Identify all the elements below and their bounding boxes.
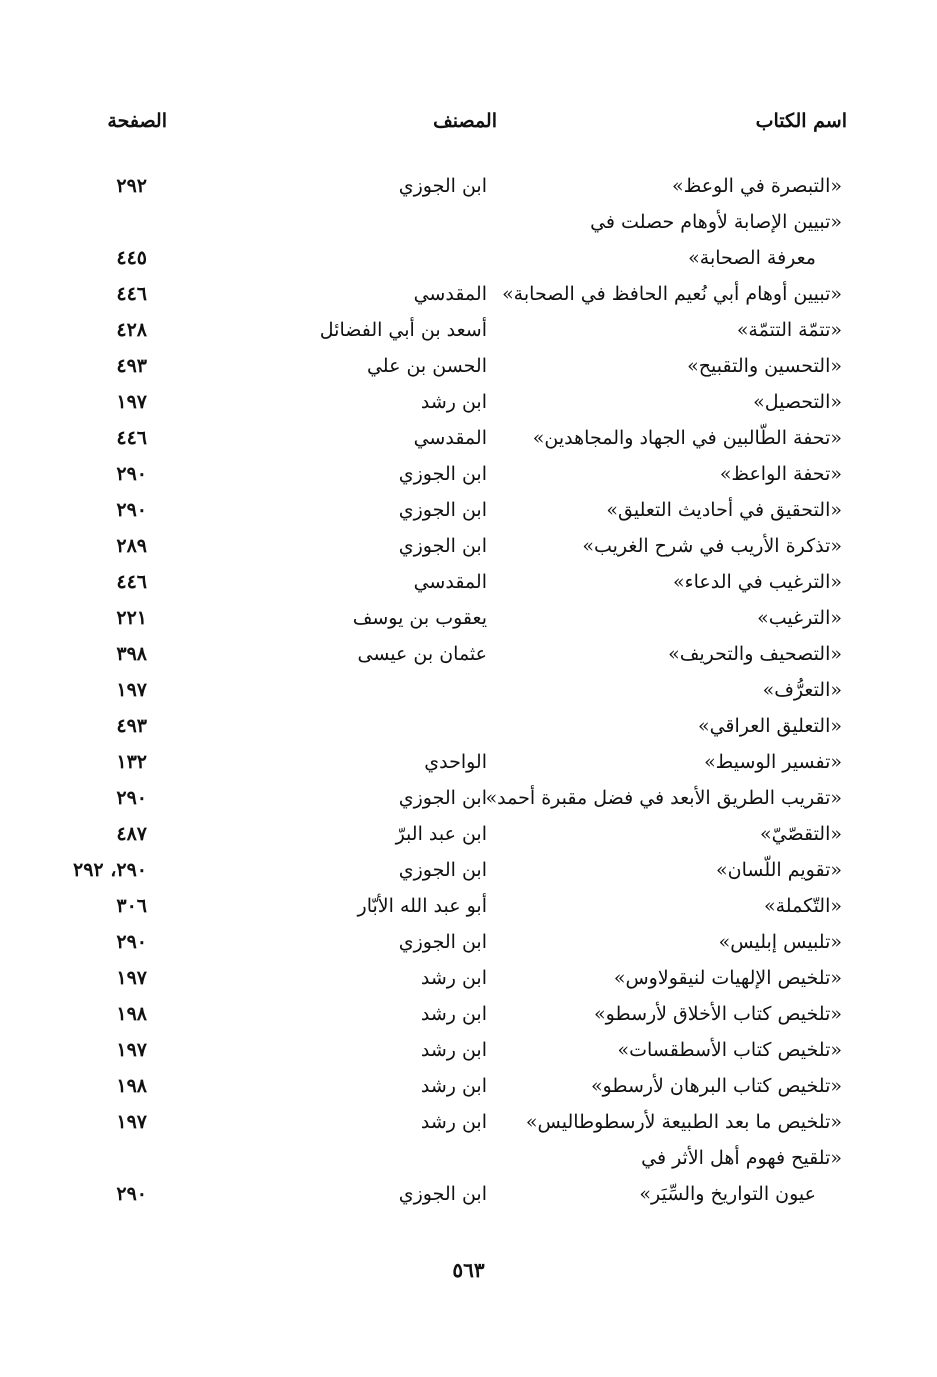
- table-row: [0, 204, 937, 276]
- table-row: [0, 420, 937, 456]
- book-title-line: «التّكملة»: [763, 895, 842, 917]
- table-row: [0, 456, 937, 492]
- page-reference: ١٩٨: [116, 1003, 147, 1025]
- book-title-line: «تلخيص كتاب البرهان لأرسطو»: [590, 1075, 842, 1097]
- book-title-line: «الترغيب»: [757, 607, 842, 629]
- book-title: [594, 996, 842, 1032]
- author-name: ابن الجوزي: [398, 175, 487, 197]
- page-reference: ٢٢١: [116, 607, 147, 629]
- book-title: [668, 636, 842, 672]
- book-title-line: «تلبيس إبليس»: [718, 931, 842, 953]
- book-title: [719, 924, 842, 960]
- author-name: المقدسي: [413, 571, 487, 593]
- table-row: [0, 924, 937, 960]
- book-title-line: «التصحيف والتحريف»: [668, 643, 842, 665]
- table-row: [0, 960, 937, 996]
- book-title: [526, 1104, 842, 1140]
- author-name: ابن الجوزي: [398, 535, 487, 557]
- page-reference: ١٩٨: [116, 1075, 147, 1097]
- table-row: [0, 888, 937, 924]
- book-title-line: «التحسين والتقبيح»: [687, 355, 842, 377]
- page-reference: ٤٢٨: [116, 319, 147, 341]
- page-reference: ٢٩٠، ٢٩٢: [73, 859, 147, 881]
- book-title-line: «تلخيص كتاب الأخلاق لأرسطو»: [594, 1003, 842, 1025]
- table-row: [0, 672, 937, 708]
- book-title: [763, 672, 842, 708]
- book-title: [533, 420, 842, 456]
- book-title: [698, 708, 842, 744]
- page-reference: ٤٤٦: [116, 571, 147, 593]
- author-name: الواحدي: [424, 751, 487, 773]
- book-title: [582, 528, 842, 564]
- table-row: [0, 1140, 937, 1212]
- book-title-continuation: معرفة الصحابة»: [688, 247, 816, 269]
- table-row: [0, 528, 937, 564]
- book-title: [614, 960, 842, 996]
- table-header: [0, 110, 937, 146]
- table-row: [0, 564, 937, 600]
- book-title-line: «تقويم اللّسان»: [716, 859, 842, 881]
- table-row: [0, 1104, 937, 1140]
- page-reference: ٤٤٦: [116, 427, 147, 449]
- book-title-line: «تلخيص ما بعد الطبيعة لأرسطوطاليس»: [525, 1111, 842, 1133]
- author-name: ابن عبد البرّ: [395, 823, 487, 845]
- page-reference: ١٩٧: [116, 679, 147, 701]
- table-row: [0, 384, 937, 420]
- table-row: [0, 348, 937, 384]
- book-title: [764, 888, 842, 924]
- book-title-line: «تلخيص الإلهيات لنيقولاوس»: [613, 967, 842, 989]
- book-title-line: «تلخيص كتاب الأسطقسات»: [617, 1039, 842, 1061]
- book-title-line: «التحقيق في أحاديث التعليق»: [606, 499, 842, 521]
- header-book-title: اسم الكتاب: [755, 110, 847, 132]
- page-reference: ٣٠٦: [116, 895, 147, 917]
- page-reference: ٢٩٠: [116, 463, 147, 485]
- book-title-line: «التعليق العراقي»: [697, 715, 842, 737]
- table-row: [0, 816, 937, 852]
- book-title-line: «تحفة الطّالبين في الجهاد والمجاهدين»: [532, 427, 842, 449]
- book-title-line: «تقريب الطريق الأبعد في فضل مقبرة أحمد»: [485, 787, 842, 809]
- table-row: [0, 492, 937, 528]
- page-reference: ١٩٧: [116, 391, 147, 413]
- page-reference: ٤٩٣: [116, 715, 147, 737]
- author-name: يعقوب بن يوسف: [352, 607, 487, 629]
- author-name: أبو عبد الله الأبّار: [357, 895, 487, 917]
- table-row: [0, 1032, 937, 1068]
- author-name: أسعد بن أبي الفضائل: [319, 319, 487, 341]
- table-row: [0, 780, 937, 816]
- table-row: [0, 996, 937, 1032]
- author-name: ابن الجوزي: [398, 787, 487, 809]
- author-name: ابن الجوزي: [398, 931, 487, 953]
- book-title: [618, 1032, 843, 1068]
- table-row: [0, 168, 937, 204]
- book-title-line: «تبيين الإصابة لأوهام حصلت في: [590, 211, 842, 233]
- author-name: ابن رشد: [420, 1075, 487, 1097]
- table-row: [0, 636, 937, 672]
- table-row: [0, 744, 937, 780]
- table-row: [0, 1068, 937, 1104]
- author-name: ابن رشد: [420, 1003, 487, 1025]
- author-name: ابن رشد: [420, 1039, 487, 1061]
- page-number: ٥٦٣: [452, 1258, 485, 1282]
- page-reference: ٤٨٧: [116, 823, 147, 845]
- book-title-line: «التبصرة في الوعظ»: [672, 175, 842, 197]
- book-title: [704, 744, 842, 780]
- book-title: [716, 852, 842, 888]
- header-page: الصفحة: [107, 110, 167, 132]
- header-author: المصنف: [433, 110, 497, 132]
- book-title: [757, 600, 842, 636]
- book-title: [737, 312, 842, 348]
- page-reference: ٣٩٨: [116, 643, 147, 665]
- book-title: [760, 816, 842, 852]
- book-title-line: «تلقيح فهوم أهل الأثر في: [641, 1147, 842, 1169]
- page-reference: ١٩٧: [116, 1039, 147, 1061]
- table-row: [0, 276, 937, 312]
- book-title-line: «تحفة الواعظ»: [719, 463, 842, 485]
- book-title: [687, 348, 842, 384]
- author-name: ابن رشد: [420, 1111, 487, 1133]
- book-title: [502, 276, 842, 312]
- author-name: ابن رشد: [420, 967, 487, 989]
- page-reference: ٢٩٠: [116, 931, 147, 953]
- page-reference: ٢٩٢: [116, 175, 147, 197]
- book-title: [639, 1140, 842, 1212]
- page-reference: ١٣٢: [116, 751, 147, 773]
- book-title: [672, 168, 842, 204]
- book-title-continuation: عيون التواريخ والسِّيَر»: [639, 1183, 816, 1205]
- index-table: [0, 168, 937, 1212]
- author-name: المقدسي: [413, 283, 487, 305]
- page-reference: ١٩٧: [116, 967, 147, 989]
- page-reference: ٤٤٦: [116, 283, 147, 305]
- book-title-line: «التقصّيّ»: [760, 823, 842, 845]
- book-title: [720, 456, 842, 492]
- table-row: [0, 852, 937, 888]
- author-name: ابن رشد: [420, 391, 487, 413]
- book-title: [753, 384, 842, 420]
- book-title-line: «تذكرة الأريب في شرح الغريب»: [582, 535, 842, 557]
- page-reference: ٢٩٠: [116, 499, 147, 521]
- table-row: [0, 312, 937, 348]
- book-title: [673, 564, 842, 600]
- author-name: ابن الجوزي: [398, 499, 487, 521]
- page-reference: ٢٩٠: [116, 787, 147, 809]
- author-name: عثمان بن عيسى: [357, 643, 487, 665]
- table-row: [0, 708, 937, 744]
- book-title: [486, 780, 842, 816]
- book-title-line: «تتمّة التتمّة»: [736, 319, 842, 341]
- page-reference: ٢٨٩: [116, 535, 147, 557]
- book-title: [591, 1068, 842, 1104]
- page-reference: ٤٩٣: [116, 355, 147, 377]
- book-title-line: «التعرُّف»: [762, 679, 842, 701]
- book-title: [590, 204, 842, 276]
- table-row: [0, 600, 937, 636]
- book-title: [606, 492, 842, 528]
- book-title-line: «تفسير الوسيط»: [704, 751, 842, 773]
- book-title-line: «الترغيب في الدعاء»: [673, 571, 842, 593]
- author-name: الحسن بن علي: [366, 355, 487, 377]
- book-title-line: «تبيين أوهام أبي نُعيم الحافظ في الصحابة»: [502, 283, 842, 305]
- page-reference: ١٩٧: [116, 1111, 147, 1133]
- page-reference: ٢٩٠: [116, 1183, 147, 1205]
- author-name: المقدسي: [413, 427, 487, 449]
- book-title-line: «التحصيل»: [753, 391, 842, 413]
- author-name: ابن الجوزي: [398, 1183, 487, 1205]
- author-name: ابن الجوزي: [398, 463, 487, 485]
- author-name: ابن الجوزي: [398, 859, 487, 881]
- page-reference: ٤٤٥: [116, 247, 147, 269]
